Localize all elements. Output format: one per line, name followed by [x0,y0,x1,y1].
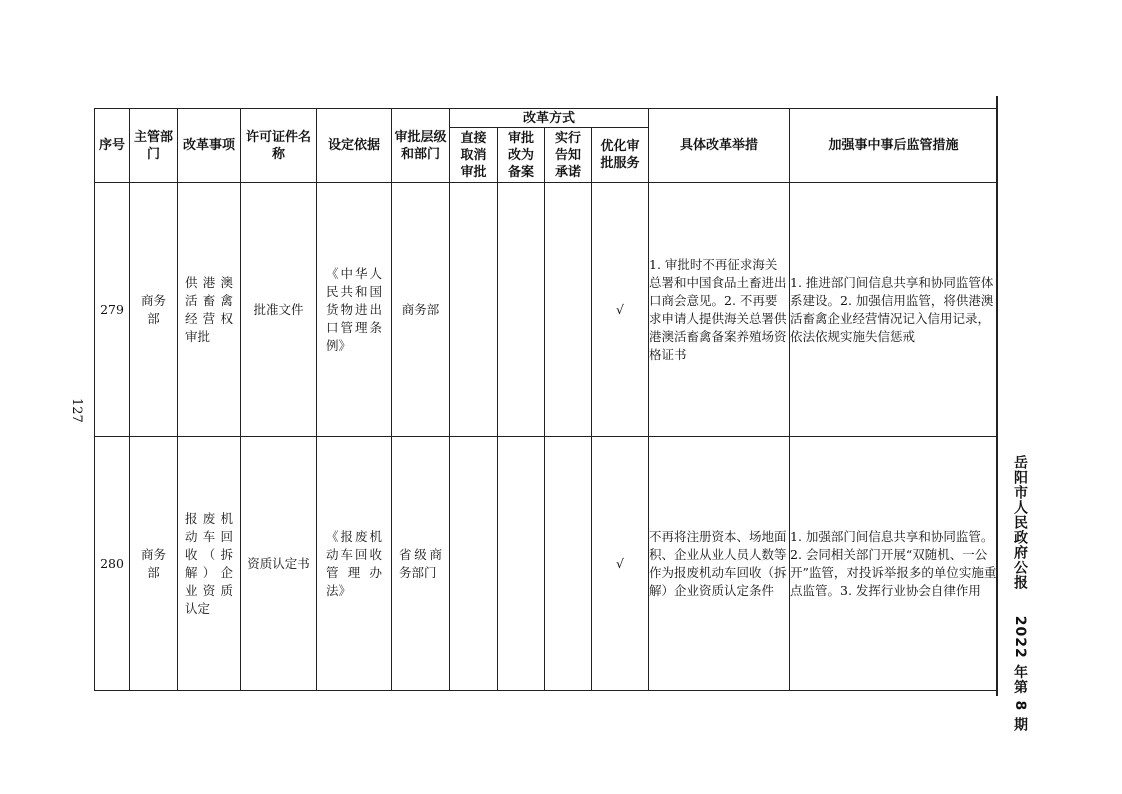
page-number: 127 [69,398,84,423]
cell-license: 批准文件 [241,183,317,437]
header-mode-cancel: 直接取消审批 [450,128,498,183]
cell-mode-cancel [450,183,498,437]
cell-seq: 280 [95,437,130,691]
header-license: 许可证件名称 [241,109,317,183]
cell-mode-cancel [450,437,498,691]
cell-mode-optimize: √ [592,183,649,437]
cell-license: 资质认定书 [241,437,317,691]
cell-mode-filing [498,183,545,437]
header-level: 审批层级和部门 [392,109,450,183]
cell-level: 商务部 [392,183,450,437]
table-row [95,437,998,691]
cell-mode-promise [545,183,592,437]
cell-item: 报废机动车回收（拆解）企业资质认定 [178,437,241,691]
cell-item: 供港澳活畜禽经营权审批 [178,183,241,437]
header-reform-mode: 改革方式 [450,109,649,128]
cell-mode-promise [545,437,592,691]
cell-measures: 1. 审批时不再征求海关总署和中国食品土畜进出口商会意见。2. 不再要求申请人提供海关总署供港澳活畜禽备案养殖场资格证书 [649,183,790,437]
cell-basis: 《报废机动车回收管理办法》 [317,437,392,691]
cell-supervision: 1. 推进部门间信息共享和协同监管体系建设。2. 加强信用监管，将供港澳活畜禽企业经营情况记入信用记录，依法依规实施失信惩戒 [790,183,998,437]
cell-seq: 279 [95,183,130,437]
cell-basis: 《中华人民共和国货物进出口管理条例》 [317,183,392,437]
cell-mode-filing [498,437,545,691]
header-item: 改革事项 [178,109,241,183]
cell-mode-optimize: √ [592,437,649,691]
header-measures: 具体改革举措 [649,109,790,183]
header-supervision: 加强事中事后监管措施 [790,109,998,183]
cell-dept: 商务部 [130,437,178,691]
cell-measures: 不再将注册资本、场地面积、企业从业人员人数等作为报废机动车回收（拆解）企业资质认定条件 [649,437,790,691]
cell-supervision: 1. 加强部门间信息共享和协同监管。2. 会同相关部门开展“双随机、一公开”监管，对投诉举报多的单位实施重点监管。3. 发挥行业协会自律作用 [790,437,998,691]
table-row [95,183,998,437]
publication-title: 岳阳市人民政府公报 [1012,455,1028,590]
header-dept: 主管部门 [130,109,178,183]
header-mode-promise: 实行告知承诺 [545,128,592,183]
running-header [1000,455,1030,733]
header-basis: 设定依据 [317,109,392,183]
cell-level: 省级商务部门 [392,437,450,691]
header-seq: 序号 [95,109,130,183]
reform-table [94,108,998,691]
header-mode-optimize: 优化审批服务 [592,128,649,183]
cell-dept: 商务部 [130,183,178,437]
header-mode-filing: 审批改为备案 [498,128,545,183]
issue-label: 2022 年第 8 期 [1012,615,1028,733]
